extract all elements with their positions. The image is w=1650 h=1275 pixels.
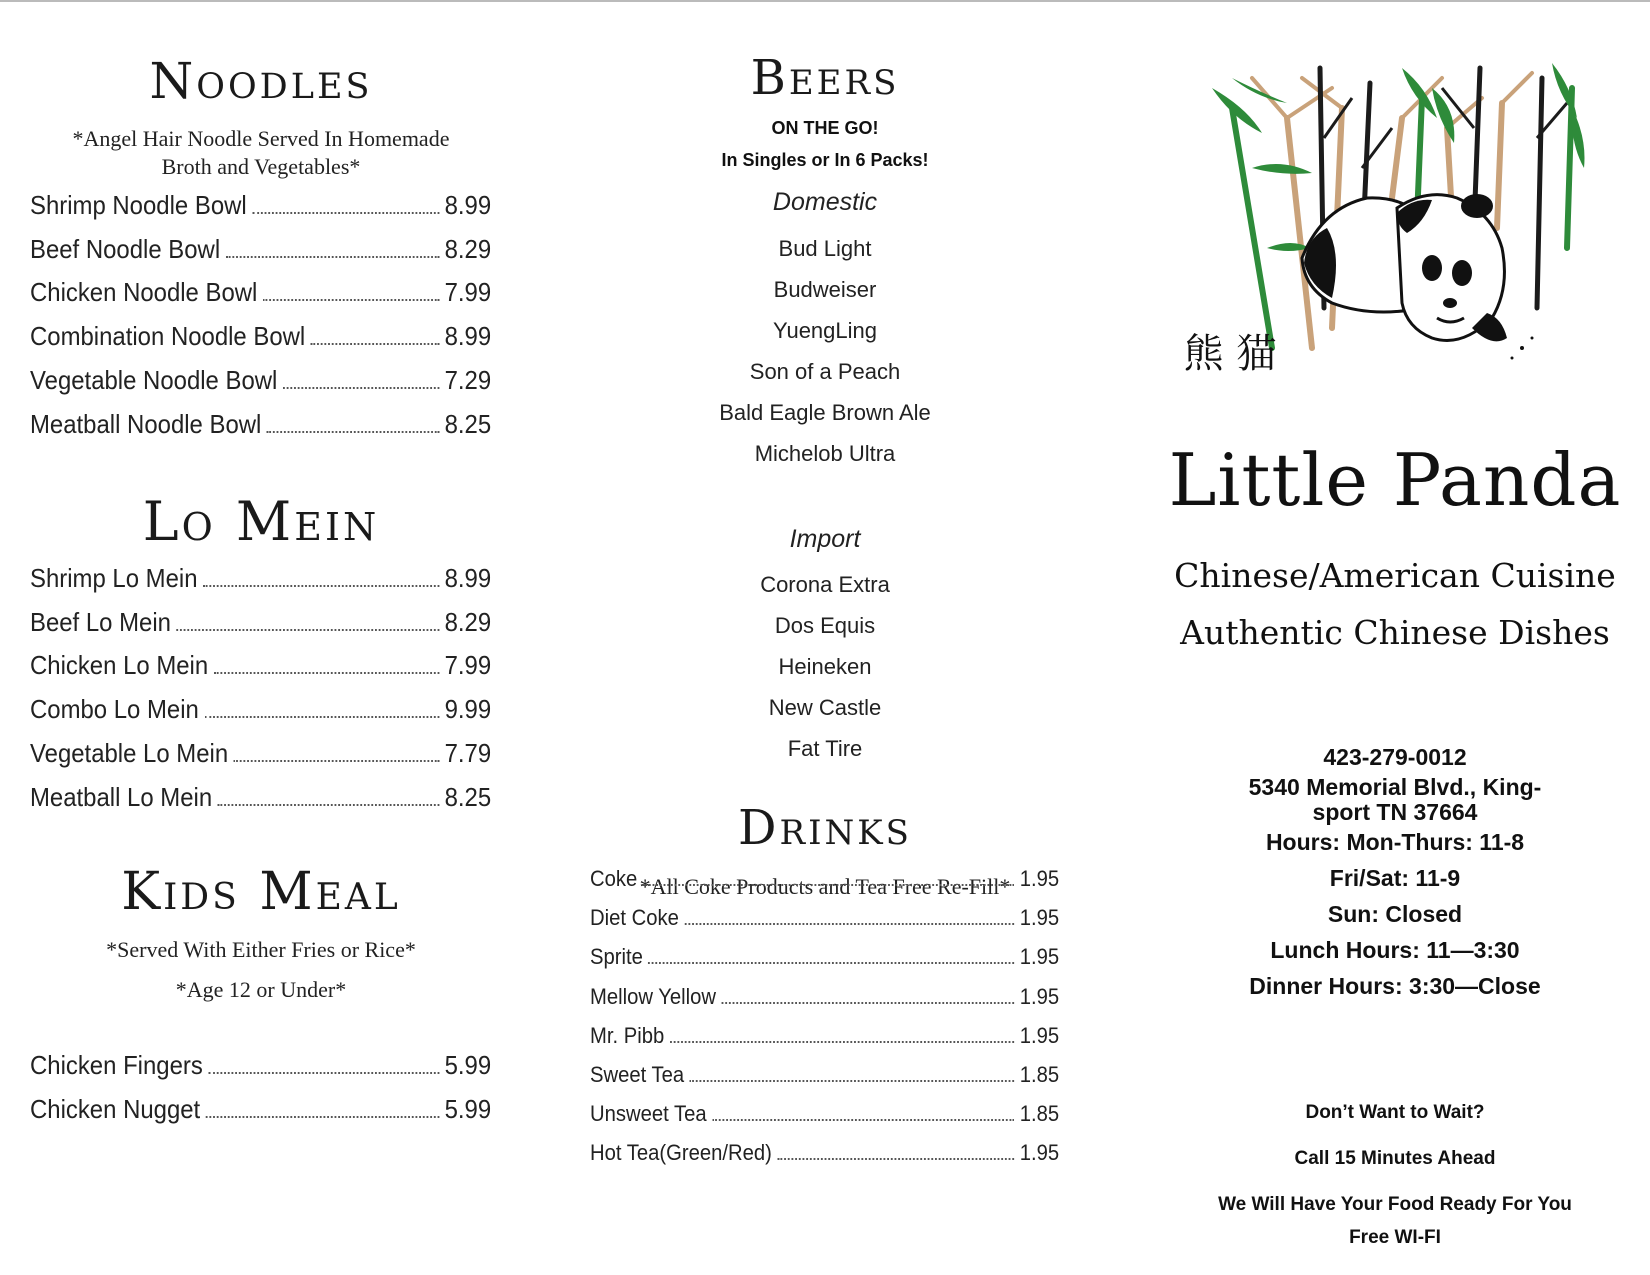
beer-item: Bald Eagle Brown Ale (719, 400, 931, 425)
address-line-1: 5340 Memorial Blvd., King- (1248, 774, 1542, 800)
menu-item-name: Mr. Pibb (590, 1022, 665, 1048)
dot-leader (670, 1040, 1014, 1043)
footer-food-ready: We Will Have Your Food Ready For You (1218, 1194, 1572, 1215)
beer-item: YuengLing (773, 318, 877, 343)
footer-call-ahead: Call 15 Minutes Ahead (1294, 1148, 1496, 1169)
menu-item-price: 8.25 (444, 408, 492, 439)
noodles-heading: Noodles (149, 52, 373, 110)
footer-wifi: Free WI-FI (1349, 1227, 1441, 1248)
menu-item-name: Beef Lo Mein (30, 606, 171, 637)
dot-leader (204, 715, 439, 718)
menu-item-row (590, 1062, 1059, 1092)
menu-item-price: 1.95 (1019, 1022, 1060, 1048)
kids-meal-heading: Kids Meal (121, 862, 401, 922)
dot-leader (226, 255, 439, 258)
noodles-note-line1: *Angel Hair Noodle Served In Homemade (72, 126, 450, 151)
contact-info (1160, 740, 1630, 1004)
dot-leader (643, 883, 1014, 886)
beer-item: Bud Light (778, 236, 872, 261)
domestic-beer-list (590, 228, 1060, 474)
menu-item-name: Unsweet Tea (590, 1101, 707, 1127)
menu-item-name: Vegetable Lo Mein (30, 737, 229, 768)
menu-item-name: Hot Tea(Green/Red) (590, 1140, 772, 1166)
dot-leader (777, 1157, 1014, 1160)
beers-subtitle-on-the-go: ON THE GO! (771, 118, 879, 138)
menu-item-name: Beef Noodle Bowl (30, 233, 221, 264)
menu-item-name: Chicken Fingers (30, 1050, 203, 1080)
menu-item-row (30, 782, 491, 816)
menu-item-name: Combo Lo Mein (30, 694, 199, 725)
menu-item-row (30, 234, 491, 268)
menu-item-row (30, 1094, 491, 1128)
menu-item-row (30, 650, 491, 684)
menu-item-price: 9.99 (444, 694, 492, 725)
menu-item-name: Sprite (590, 944, 643, 970)
import-label: Import (789, 525, 861, 553)
menu-item-row (590, 1023, 1059, 1053)
menu-item-row (30, 738, 491, 772)
tagline-cuisine: Chinese/American Cuisine (1174, 556, 1616, 595)
dot-leader (234, 759, 439, 762)
beer-item: New Castle (768, 695, 882, 720)
dot-leader (648, 961, 1014, 964)
dot-leader (722, 1001, 1015, 1004)
menu-item-name: Chicken Nugget (30, 1093, 201, 1124)
menu-item-price: 1.85 (1019, 1101, 1060, 1127)
drinks-heading: Drinks (738, 800, 912, 856)
beer-item: Dos Equis (774, 613, 876, 638)
menu-item-price: 1.95 (1019, 944, 1060, 970)
beer-item: Budweiser (773, 277, 877, 302)
menu-item-name: Shrimp Noodle Bowl (30, 190, 247, 220)
tagline-authentic: Authentic Chinese Dishes (1180, 613, 1610, 652)
menu-item-name: Sweet Tea (590, 1062, 685, 1087)
menu-item-price: 1.95 (1019, 1140, 1060, 1166)
menu-item-name: Meatball Lo Mein (30, 781, 213, 812)
dot-leader (206, 1115, 439, 1118)
drinks-note: *All Coke Products and Tea Free Re-Fill* (639, 874, 1011, 899)
footer-dont-wait: Don’t Want to Wait? (1305, 1102, 1485, 1123)
menu-item-row (30, 190, 491, 224)
dot-leader (203, 584, 439, 587)
kids-meal-note-1: *Served With Either Fries or Rice* (106, 937, 416, 962)
dot-leader (311, 342, 439, 345)
menu-item-row (30, 607, 491, 641)
menu-item-row (590, 984, 1059, 1014)
beers-heading: Beers (750, 50, 900, 106)
menu-item-row (590, 866, 1059, 896)
dot-leader (218, 803, 439, 806)
menu-item-price: 7.99 (444, 650, 492, 681)
menu-item-name: Combination Noodle Bowl (30, 321, 306, 352)
beer-item: Fat Tire (787, 736, 863, 761)
dot-leader (712, 1118, 1014, 1121)
menu-item-price: 8.25 (444, 781, 492, 812)
menu-item-row (30, 409, 491, 443)
menu-item-name: Diet Coke (590, 905, 679, 931)
menu-item-price: 8.99 (444, 190, 492, 220)
beer-item: Son of a Peach (749, 359, 901, 384)
dot-leader (252, 211, 439, 214)
menu-item-row (590, 1101, 1059, 1131)
menu-item-name: Chicken Noodle Bowl (30, 277, 258, 308)
lo-mein-heading: Lo Mein (142, 490, 380, 553)
menu-item-price: 7.29 (444, 364, 492, 395)
import-beer-list (590, 564, 1060, 769)
menu-item-row (30, 1050, 491, 1084)
menu-item-price: 1.85 (1019, 1062, 1060, 1087)
dot-leader (214, 671, 439, 674)
menu-item-price: 1.95 (1019, 983, 1060, 1009)
menu-item-price: 5.99 (444, 1050, 492, 1080)
beer-item: Corona Extra (760, 572, 890, 597)
menu-item-row (30, 365, 491, 399)
dot-leader (208, 1071, 439, 1074)
menu-item-row (590, 1140, 1059, 1170)
chinese-characters: 熊 猫 (1183, 331, 1277, 377)
menu-item-row (30, 277, 491, 311)
restaurant-name: Little Panda (1168, 438, 1622, 522)
menu-item-price: 1.95 (1019, 866, 1060, 891)
kids-meal-note-2: *Age 12 or Under* (175, 977, 347, 1002)
dot-leader (684, 922, 1014, 925)
page-top-border (0, 0, 1650, 2)
menu-item-row (30, 694, 491, 728)
menu-item-row (590, 944, 1059, 974)
menu-item-name: Meatball Noodle Bowl (30, 408, 262, 439)
menu-item-price: 8.29 (444, 606, 492, 637)
menu-item-price: 5.99 (444, 1093, 492, 1124)
menu-item-price: 8.99 (444, 321, 492, 352)
menu-item-name: Coke (590, 866, 638, 891)
noodles-note-line2: Broth and Vegetables* (161, 154, 361, 179)
menu-item-name: Vegetable Noodle Bowl (30, 364, 278, 395)
beer-item: Michelob Ultra (754, 441, 896, 466)
hours-weekday: Hours: Mon-Thurs: 11-8 (1265, 829, 1525, 855)
hours-sunday: Sun: Closed (1327, 901, 1463, 927)
dot-leader (267, 430, 439, 433)
menu-item-name: Shrimp Lo Mein (30, 563, 198, 593)
menu-item-row (30, 563, 491, 597)
address-line-2: sport TN 37664 (1312, 799, 1478, 825)
beers-subtitle-packs: In Singles or In 6 Packs! (721, 150, 929, 170)
dot-leader (283, 386, 439, 389)
menu-item-price: 8.99 (444, 563, 492, 593)
noodles-note (30, 125, 492, 181)
phone-number[interactable]: 423-279-0012 (1323, 744, 1467, 770)
dinner-hours: Dinner Hours: 3:30—Close (1249, 973, 1541, 999)
menu-item-price: 1.95 (1019, 905, 1060, 931)
dot-leader (263, 298, 439, 301)
beer-item: Heineken (778, 654, 872, 679)
lunch-hours: Lunch Hours: 11—3:30 (1270, 937, 1520, 963)
domestic-label: Domestic (772, 188, 878, 216)
menu-item-name: Chicken Lo Mein (30, 650, 209, 681)
hours-fri-sat: Fri/Sat: 11-9 (1329, 865, 1461, 891)
dot-leader (176, 628, 439, 631)
menu-item-price: 8.29 (444, 233, 492, 264)
menu-item-price: 7.99 (444, 277, 492, 308)
menu-item-row (30, 321, 491, 355)
dot-leader (690, 1079, 1015, 1082)
menu-item-price: 7.79 (444, 737, 492, 768)
menu-item-row (590, 905, 1059, 935)
menu-item-name: Mellow Yellow (590, 983, 717, 1009)
